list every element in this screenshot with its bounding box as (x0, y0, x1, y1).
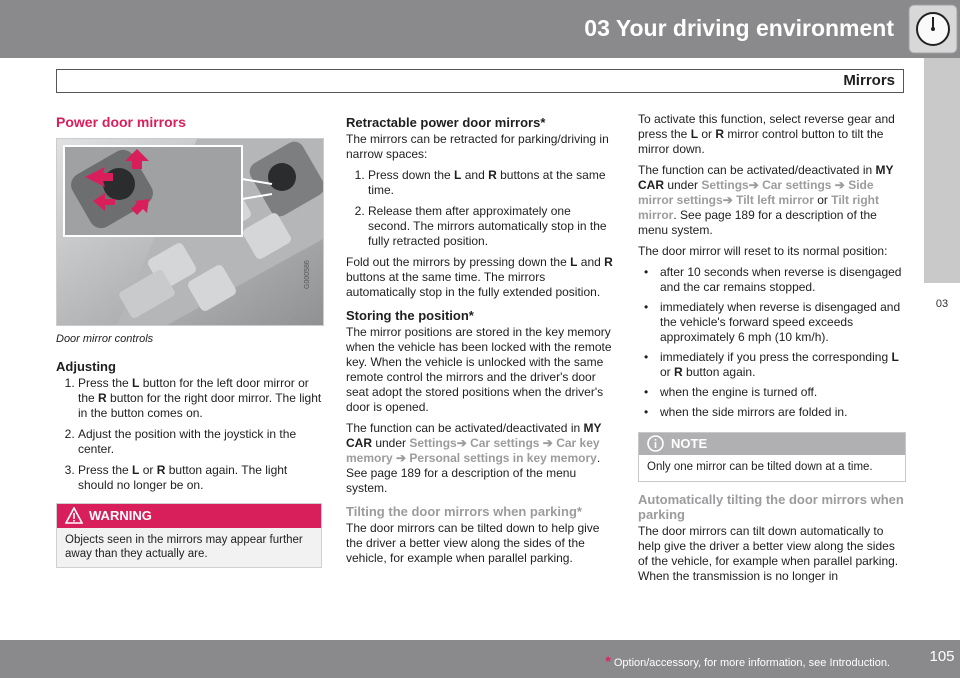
info-icon (647, 435, 664, 452)
mirror-control-illustration (57, 139, 323, 325)
adjusting-step: 3. Press the L or R button again. The light should no longer be on. (78, 463, 322, 493)
note-title: NOTE (671, 436, 708, 451)
retractable-steps (346, 168, 614, 249)
photo-code: G000586 (304, 260, 311, 289)
retractable-step: 1. Press down the L and R buttons at the same time. (368, 168, 614, 198)
function-text: The function can be activated/deactivated in MY CAR under Settings➔ Car settings ➔ Car key memory ➔ Personal settings in key memory. See page 189 for a description of the menu system. (346, 421, 602, 495)
adjusting-steps (56, 376, 322, 493)
list-item: • when the side mirrors are folded in. (660, 405, 906, 420)
arrow-icon: ➔ (748, 178, 763, 192)
note-header (639, 433, 905, 455)
arrow-icon: ➔ (722, 193, 737, 207)
reset-conditions (638, 265, 906, 420)
tilt-text: The door mirrors can be tilted down to help give the driver a better view along the sides of the vehicle, for example when parallel parking. (346, 521, 600, 565)
adjusting-step: 2. Adjust the position with the joystick in the center. (78, 427, 322, 457)
list-item: • immediately when reverse is disengaged and the vehicle's forward speed exceeds approximately 6 mph (10 km/h). (660, 300, 906, 345)
section-bar (56, 69, 904, 93)
tilt-heading: Tilting the door mirrors when parking* (346, 504, 582, 519)
warning-triangle-icon (65, 507, 83, 524)
arrow-icon: ➔ (539, 436, 557, 450)
adjusting-heading: Adjusting (56, 359, 116, 374)
retractable-intro: The mirrors can be retracted for parking/driving in narrow spaces: (346, 132, 609, 161)
note-box (638, 432, 906, 482)
warning-box (56, 503, 322, 568)
footnote: * Option/accessory, for more information, see Introduction. (605, 653, 890, 669)
foldout-text: Fold out the mirrors by pressing down the L and R buttons at the same time. The mirrors automatically stop in the fully extended position. (346, 255, 613, 299)
column-2 (346, 112, 614, 572)
list-item: • after 10 seconds when reverse is disengaged and the car remains stopped. (660, 265, 906, 295)
chapter-header-bar (0, 0, 960, 58)
door-mirror-controls-photo (56, 138, 324, 326)
column-1 (56, 112, 322, 568)
function-text: The function can be activated/deactivated in MY CAR under Settings➔ Car settings ➔ Side mirror settings➔ Tilt left mirror or Tilt right mirror. See page 189 for a description of the menu system. (638, 163, 894, 237)
activate-text: To activate this function, select reverse gear and press the L or R mirror control button to tilt the mirror down. (638, 112, 895, 156)
chapter-side-tab (924, 58, 960, 310)
section-heading: Power door mirrors (56, 114, 186, 130)
footer-bar (0, 640, 960, 678)
column-3 (638, 112, 906, 590)
arrow-icon: ➔ (831, 178, 849, 192)
chapter-title: 03 Your driving environment (584, 15, 894, 41)
chapter-tab-label: 03 (935, 298, 949, 310)
list-item: • immediately if you press the corresponding L or R button again. (660, 350, 906, 380)
retractable-heading: Retractable power door mirrors* (346, 115, 546, 130)
photo-caption: Door mirror controls (56, 333, 154, 345)
section-title: Mirrors (843, 72, 895, 89)
storing-text: The mirror positions are stored in the key memory when the vehicle has been locked with the remote key. When the vehicle is unlocked with the same remote control the mirrors and the driver's door seat adopt the stored positions when the driver's door is opened. (346, 325, 612, 414)
gauge-icon (908, 4, 958, 54)
arrow-icon: ➔ (392, 451, 410, 465)
adjusting-step: 1. Press the L button for the left door mirror or the R button for the right door mirror. The light in the button comes on. (78, 376, 322, 421)
warning-text: Objects seen in the mirrors may appear further away than they actually are. (65, 534, 303, 560)
note-text: Only one mirror can be tilted down at a time. (647, 461, 873, 473)
storing-heading: Storing the position* (346, 308, 474, 323)
warning-header (57, 504, 321, 528)
auto-tilt-heading: Automatically tilting the door mirrors when parking (638, 492, 904, 522)
list-item: • when the engine is turned off. (660, 385, 906, 400)
reset-intro: The door mirror will reset to its normal position: (638, 244, 888, 258)
retractable-step: 2. Release them after approximately one second. The mirrors automatically stop in the fully retracted position. (368, 204, 614, 249)
arrow-icon: ➔ (456, 436, 471, 450)
warning-title: WARNING (89, 508, 152, 523)
auto-tilt-text: The door mirrors can tilt down automatically to help give the driver a better view along the sides of the vehicle, for example when parallel parking. When the transmission is no longer in (638, 524, 899, 583)
page-number: 105 (929, 648, 955, 665)
